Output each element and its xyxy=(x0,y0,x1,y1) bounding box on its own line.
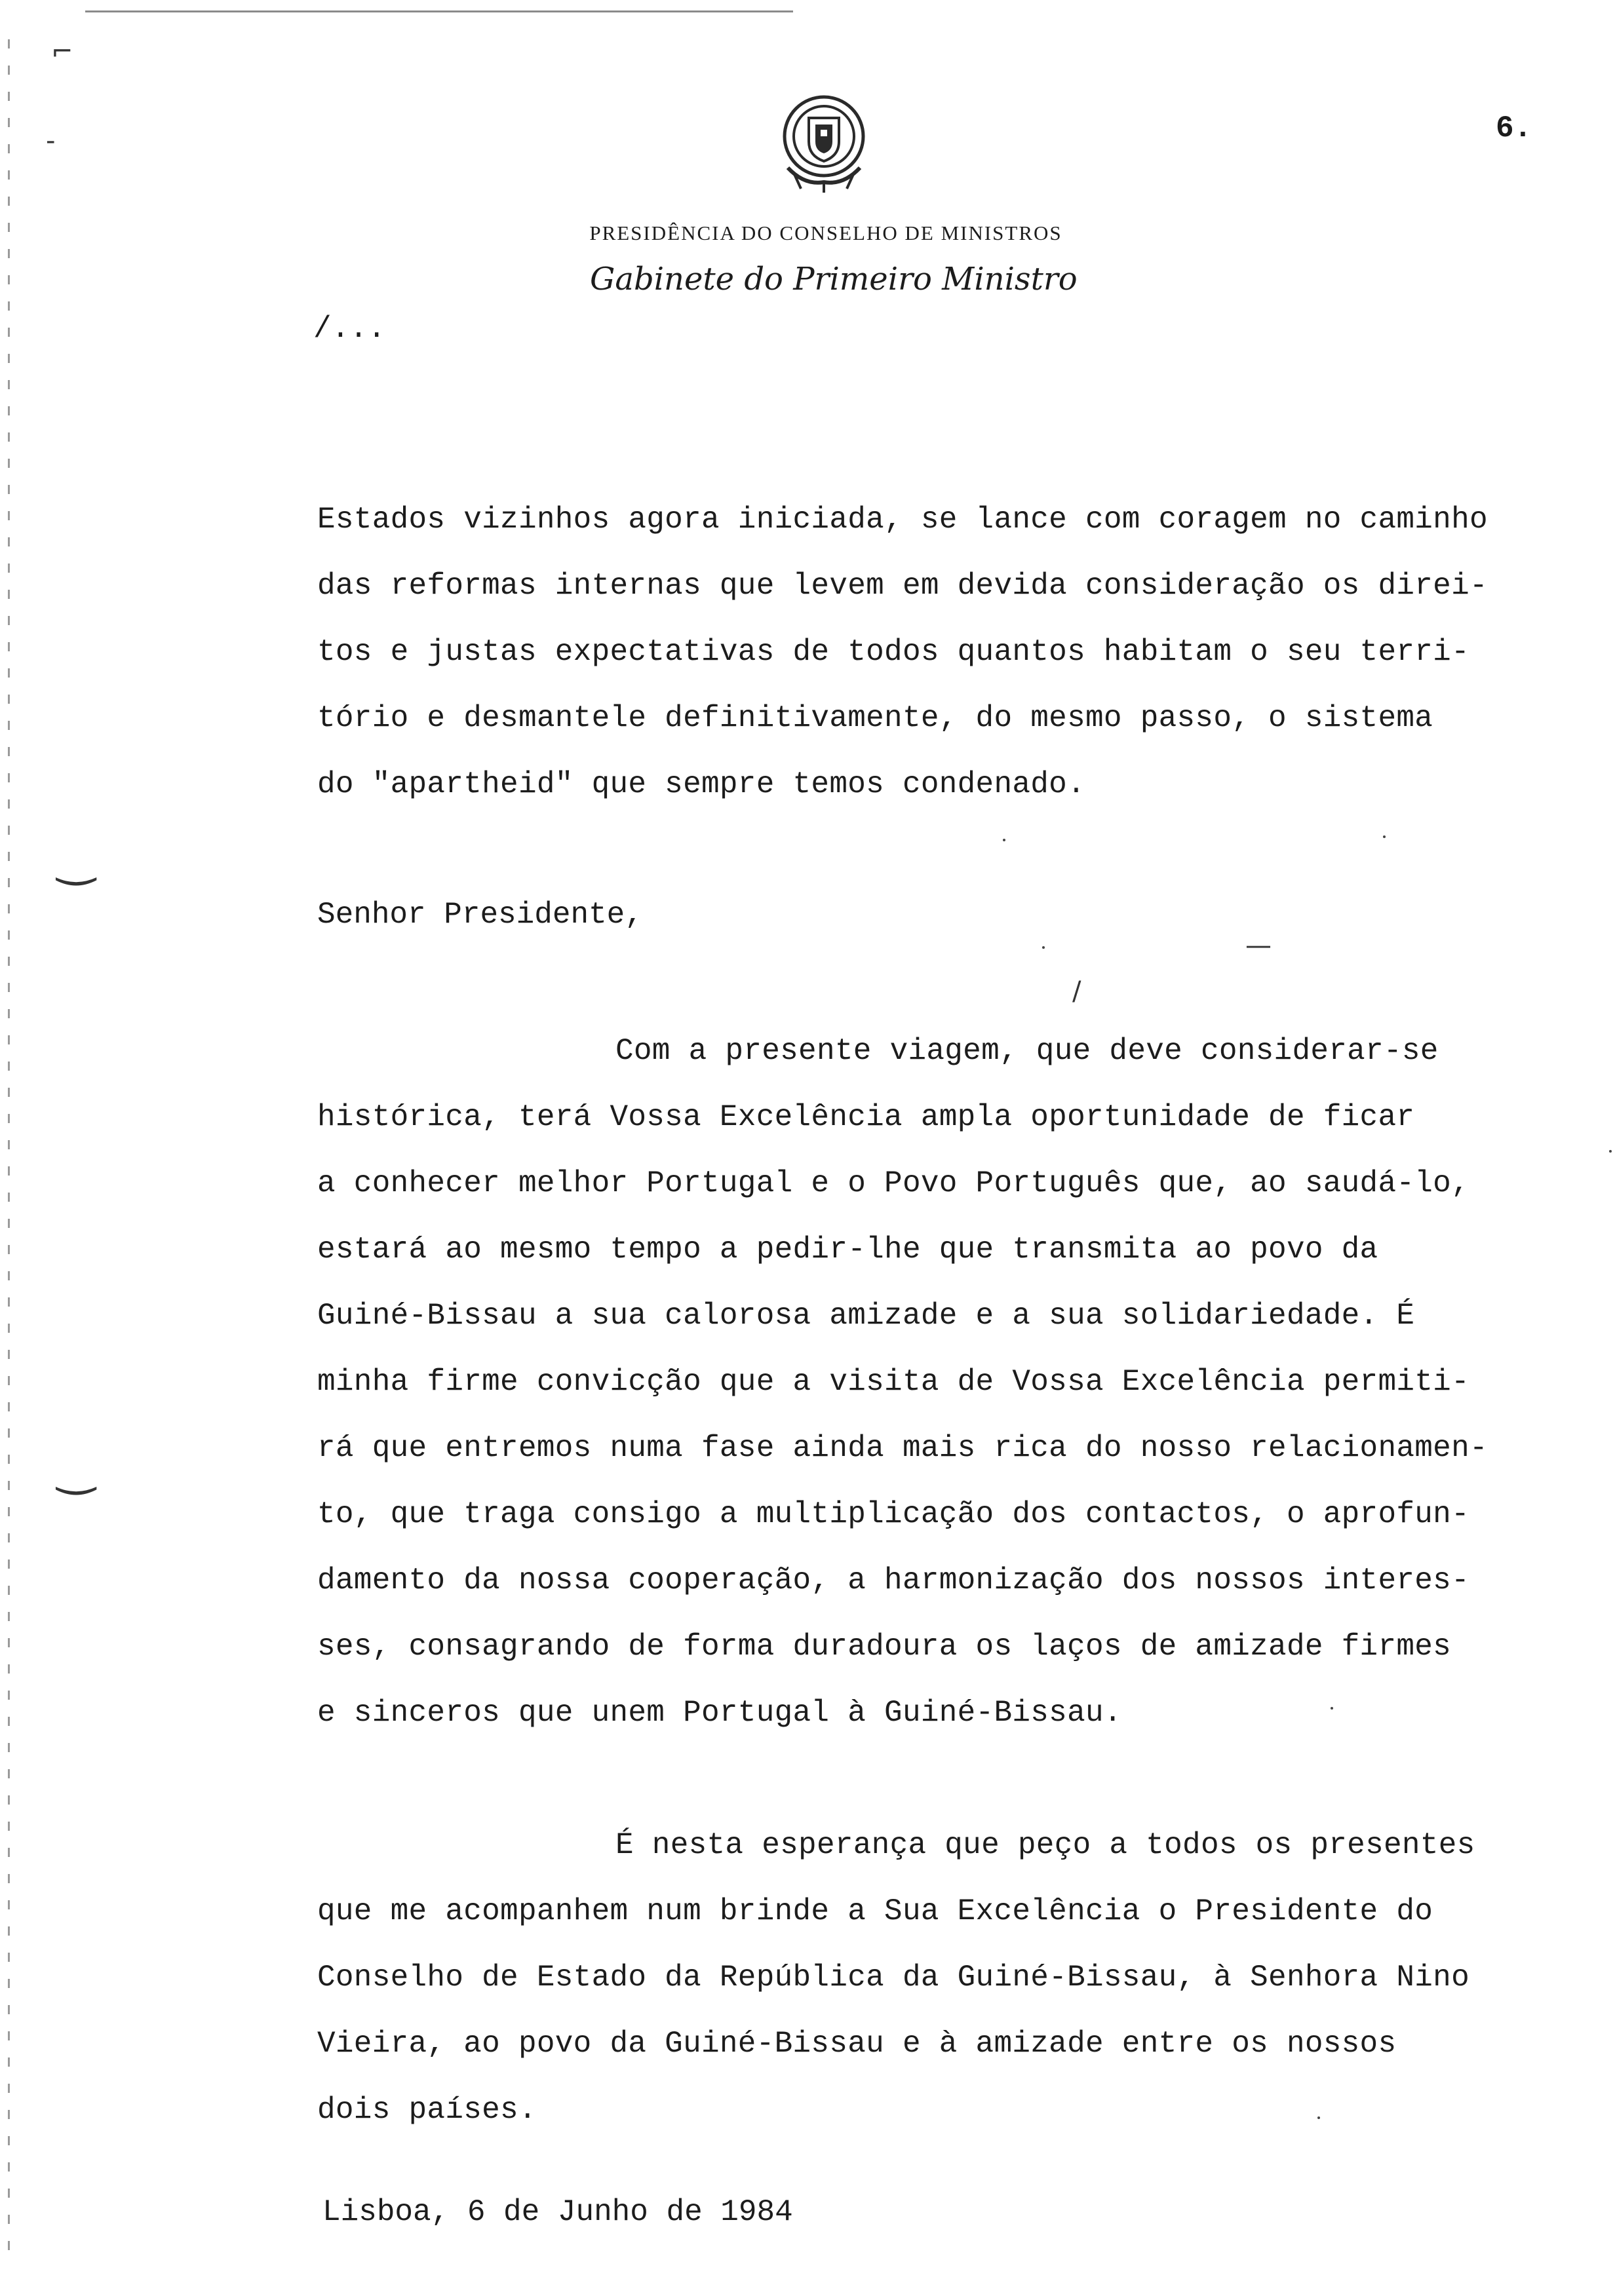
text-line: tório e desmantele definitivamente, do mesmo passo, o sistema xyxy=(317,701,1433,735)
text-line: tos e justas expectativas de todos quantos habitam o seu terri- xyxy=(317,635,1469,669)
margin-mark: / xyxy=(1072,976,1081,1006)
margin-mark: — xyxy=(1245,930,1272,961)
office-heading: Gabinete do Primeiro Ministro xyxy=(590,261,1078,297)
speck xyxy=(1609,1150,1612,1153)
organization-heading: PRESIDÊNCIA DO CONSELHO DE MINISTROS xyxy=(589,221,1062,244)
margin-mark: ‿ xyxy=(58,832,95,886)
paragraph-2 xyxy=(317,1018,1602,1746)
margin-mark: - xyxy=(46,126,56,156)
text-line: do "apartheid" que sempre temos condenado. xyxy=(317,767,1085,801)
paragraph-3 xyxy=(317,1812,1602,2143)
scan-edge-left xyxy=(8,39,10,2267)
speck xyxy=(1003,839,1005,841)
place-date: Lisboa, 6 de Junho de 1984 xyxy=(322,2195,793,2229)
text-line: É nesta esperança que peço a todos os presentes xyxy=(615,1828,1475,1862)
scan-edge-top xyxy=(85,10,793,12)
text-line: a conhecer melhor Portugal e o Povo Português que, ao saudá-lo, xyxy=(317,1166,1469,1200)
text-line: e sinceros que unem Portugal à Guiné-Bissau. xyxy=(317,1696,1122,1730)
page-number: 6. xyxy=(1496,111,1532,145)
text-line: dois países. xyxy=(317,2093,537,2127)
text-line: Com a presente viagem, que deve considerar-se xyxy=(615,1034,1439,1068)
text-line: Vieira, ao povo da Guiné-Bissau e à amizade entre os nossos xyxy=(317,2027,1397,2061)
text-line: Conselho de Estado da República da Guiné-Bissau, à Senhora Nino xyxy=(317,1961,1469,1995)
text-line: to, que traga consigo a multiplicação dos contactos, o aprofun- xyxy=(317,1497,1469,1531)
text-line: Estados vizinhos agora iniciada, se lance com coragem no caminho xyxy=(317,503,1488,537)
text-line: damento da nossa cooperação, a harmonização dos nossos interes- xyxy=(317,1563,1469,1598)
speck xyxy=(1383,835,1386,838)
coat-of-arms-emblem xyxy=(775,90,873,195)
salutation: Senhor Presidente, xyxy=(317,898,643,932)
text-line: Guiné-Bissau a sua calorosa amizade e a sua solidariedade. É xyxy=(317,1299,1415,1333)
text-line: estará ao mesmo tempo a pedir-lhe que transmita ao povo da xyxy=(317,1233,1378,1267)
text-line: que me acompanhem num brinde a Sua Excelência o Presidente do xyxy=(317,1894,1433,1928)
text-line: ses, consagrando de forma duradoura os laços de amizade firmes xyxy=(317,1630,1452,1664)
continuation-mark: /... xyxy=(313,312,386,346)
margin-mark: ⌐ xyxy=(51,37,73,67)
text-line: rá que entremos numa fase ainda mais rica do nosso relacionamen- xyxy=(317,1431,1488,1465)
margin-mark: ‿ xyxy=(58,1442,95,1495)
speck xyxy=(1042,946,1045,949)
text-line: das reformas internas que levem em devida consideração os direi- xyxy=(317,569,1488,603)
paragraph-1 xyxy=(317,487,1602,818)
text-line: minha firme convicção que a visita de Vossa Excelência permiti- xyxy=(317,1365,1469,1399)
text-line: histórica, terá Vossa Excelência ampla oportunidade de ficar xyxy=(317,1100,1415,1134)
